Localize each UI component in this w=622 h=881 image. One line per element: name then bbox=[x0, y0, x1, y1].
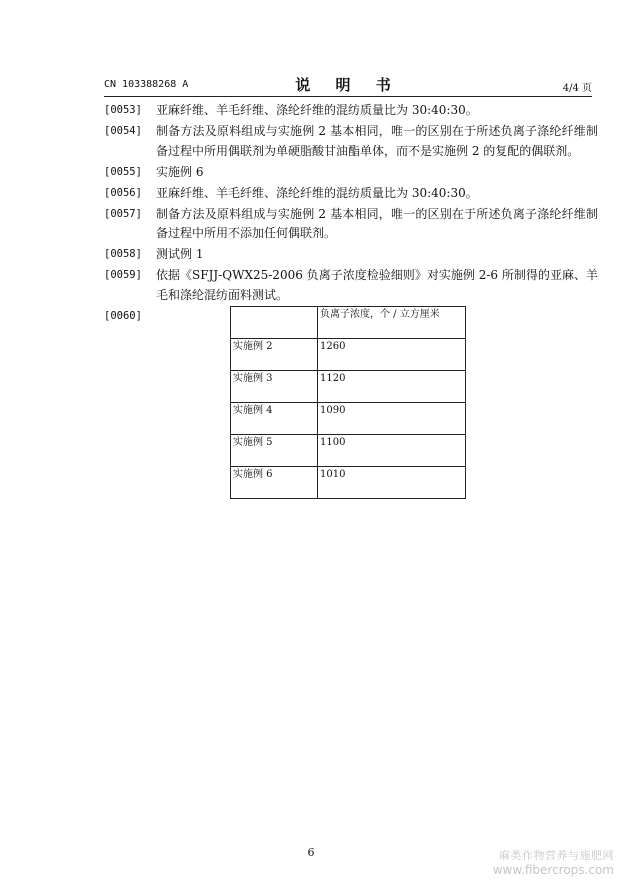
page-info: 4/4 页 bbox=[562, 83, 592, 94]
table-cell: 实施例 5 bbox=[231, 435, 318, 467]
paragraph-number: [0055] bbox=[104, 165, 142, 178]
doc-number: CN 103388268 A bbox=[104, 79, 189, 90]
watermark-title: 麻类作物营养与施肥网 bbox=[499, 849, 614, 862]
paragraph-number: [0060] bbox=[104, 309, 142, 322]
paragraph bbox=[104, 245, 598, 265]
table-row bbox=[231, 403, 466, 435]
table-cell: 实施例 2 bbox=[231, 339, 318, 371]
paragraph bbox=[104, 163, 598, 183]
table-cell: 1100 bbox=[318, 435, 466, 467]
paragraph-text: 制备方法及原料组成与实施例 2 基本相同，唯一的区别在于所述负离子涤纶纤维制备过程中所用偶联剂为单硬脂酸甘油酯单体，而不是实施例 2 的复配的偶联剂。 bbox=[156, 124, 598, 158]
table-cell: 实施例 6 bbox=[231, 467, 318, 499]
paragraph bbox=[104, 205, 598, 244]
table-cell: 1120 bbox=[318, 371, 466, 403]
table-header-cell: 负离子浓度，个 / 立方厘米 bbox=[318, 307, 466, 339]
watermark bbox=[493, 848, 614, 878]
table-row bbox=[231, 371, 466, 403]
paragraph-number: [0056] bbox=[104, 186, 142, 199]
ion-concentration-table bbox=[230, 306, 466, 499]
table-row bbox=[231, 339, 466, 371]
page-title: 说 明 书 bbox=[295, 76, 401, 94]
watermark-url: www.fibercrops.com bbox=[492, 863, 614, 877]
table-cell bbox=[231, 307, 318, 339]
paragraph bbox=[104, 184, 598, 204]
paragraph bbox=[104, 122, 598, 161]
paragraph bbox=[104, 266, 598, 305]
paragraph-number: [0059] bbox=[104, 269, 142, 281]
table-header-row bbox=[231, 307, 466, 339]
page-number: 6 bbox=[307, 846, 315, 859]
paragraph-text: 测试例 1 bbox=[156, 247, 204, 261]
table-cell: 1090 bbox=[318, 403, 466, 435]
table-cell: 实施例 3 bbox=[231, 371, 318, 403]
page-header bbox=[104, 76, 592, 94]
paragraph-number: [0058] bbox=[104, 248, 142, 260]
table-cell: 实施例 4 bbox=[231, 403, 318, 435]
paragraph-number: [0054] bbox=[104, 125, 142, 137]
paragraph-text: 制备方法及原料组成与实施例 2 基本相同，唯一的区别在于所述负离子涤纶纤维制备过程中所用不添加任何偶联剂。 bbox=[156, 206, 598, 240]
paragraph-text: 亚麻纤维、羊毛纤维、涤纶纤维的混纺质量比为 30:40:30。 bbox=[156, 185, 478, 200]
paragraph-text: 依据《SFJJ-QWX25-2006 负离子浓度检验细则》对实施例 2-6 所制得的亚麻、羊毛和涤纶混纺面料测试。 bbox=[156, 268, 598, 302]
paragraph bbox=[104, 101, 598, 121]
paragraph-text: 实施例 6 bbox=[156, 164, 204, 179]
table-cell: 1260 bbox=[318, 339, 466, 371]
table-row bbox=[231, 435, 466, 467]
header-rule bbox=[104, 96, 592, 97]
paragraph-number: [0057] bbox=[104, 207, 142, 220]
body-content bbox=[104, 101, 598, 328]
table-cell: 1010 bbox=[318, 467, 466, 499]
table-row bbox=[231, 467, 466, 499]
paragraph-number: [0053] bbox=[104, 104, 142, 116]
paragraph-text: 亚麻纤维、羊毛纤维、涤纶纤维的混纺质量比为 30:40:30。 bbox=[156, 103, 478, 117]
